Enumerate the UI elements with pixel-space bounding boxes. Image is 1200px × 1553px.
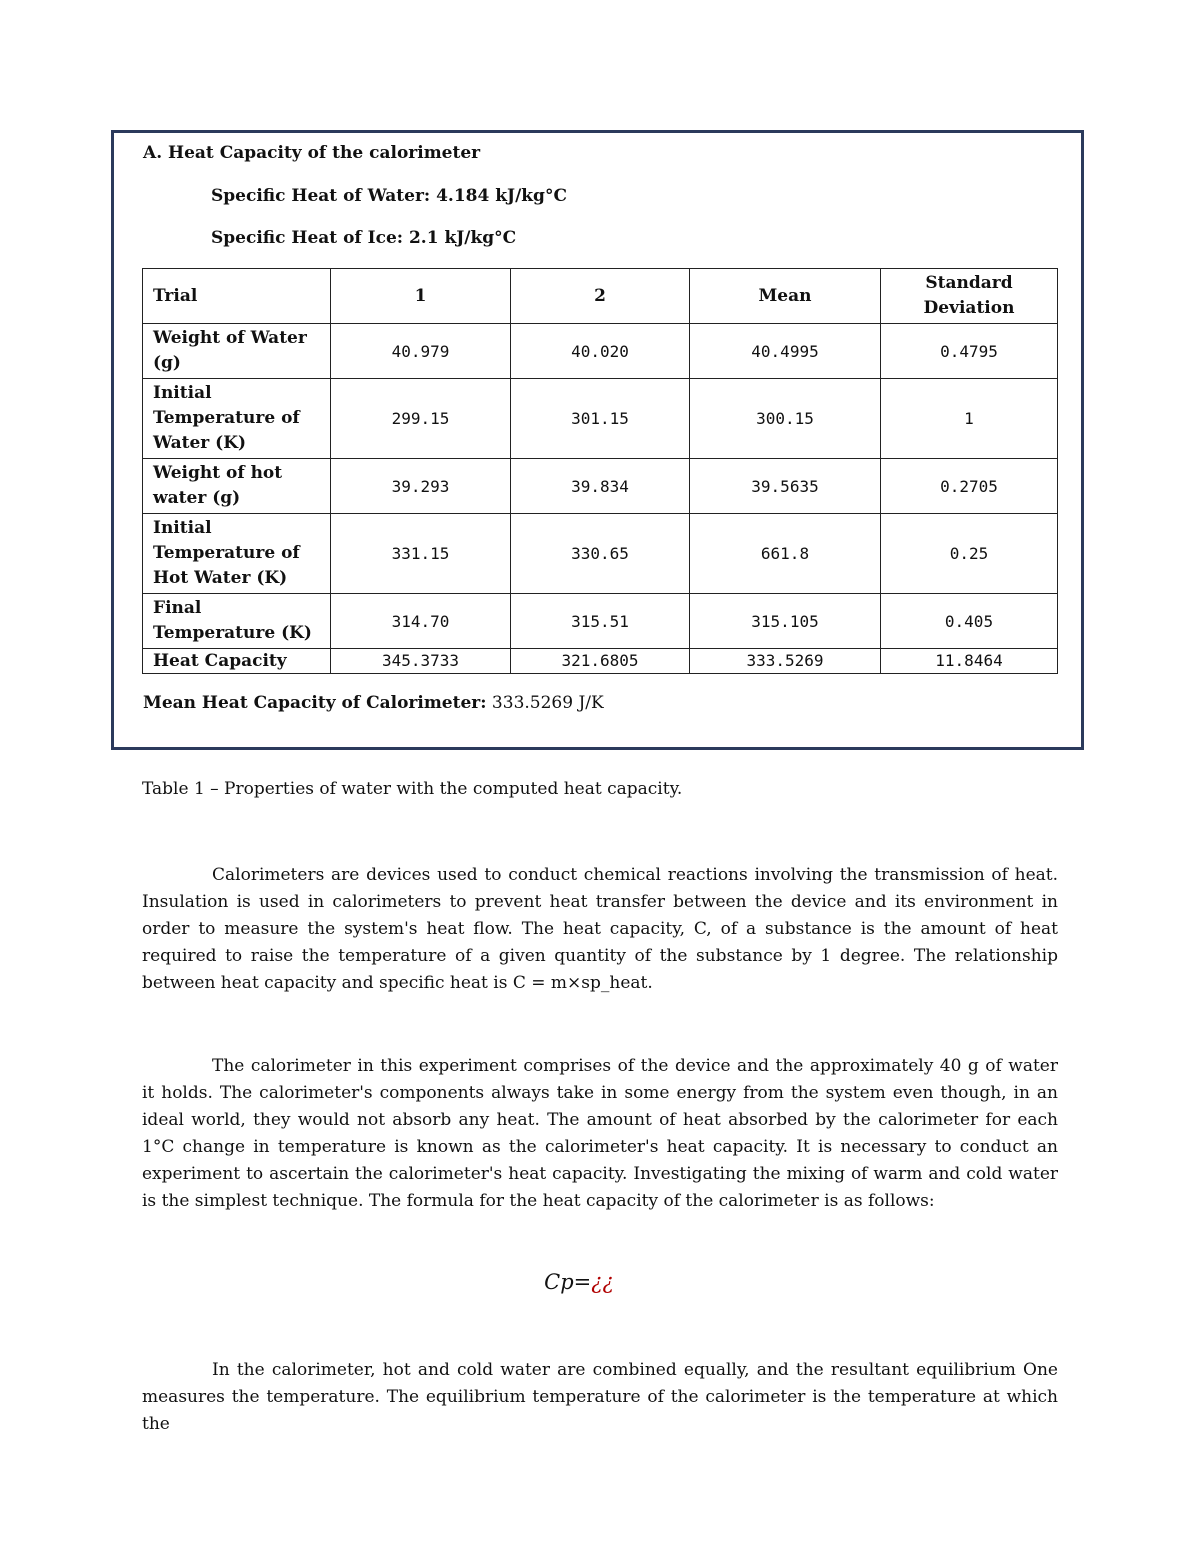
specific-heat-water: Specific Heat of Water: 4.184 kJ/kg°C [211,186,567,206]
section-title: A. Heat Capacity of the calorimeter [143,143,481,163]
cell-trial-1: 345.3733 [331,649,511,674]
cell-mean: 39.5635 [690,459,881,514]
paragraph-text: In the calorimeter, hot and cold water are combined equally, and the resultant equilibrium One measures the temperature. The equilibrium temperature of the calorimeter is the temperature at which the [142,1360,1058,1434]
row-label: Initial Temperature of Water (K) [143,379,331,459]
cell-trial-2: 330.65 [511,514,690,594]
paragraph [142,1357,1058,1438]
header-cell: 1 [331,269,511,324]
cell-trial-2: 39.834 [511,459,690,514]
paragraph [142,862,1058,997]
table-row [143,649,1058,674]
cell-mean: 315.105 [690,594,881,649]
cell-trial-2: 315.51 [511,594,690,649]
row-label: Weight of hot water (g) [143,459,331,514]
formula-lhs: Cp= [544,1270,592,1294]
mean-heat-capacity-label: Mean Heat Capacity of Calorimeter: [143,693,487,713]
cell-sd: 0.25 [881,514,1058,594]
row-label: Initial Temperature of Hot Water (K) [143,514,331,594]
table-row [143,594,1058,649]
table-row [143,379,1058,459]
header-cell: Trial [143,269,331,324]
cell-sd: 1 [881,379,1058,459]
cell-mean: 333.5269 [690,649,881,674]
cell-mean: 661.8 [690,514,881,594]
cell-mean: 300.15 [690,379,881,459]
header-cell: Mean [690,269,881,324]
cell-trial-1: 40.979 [331,324,511,379]
cell-trial-2: 321.6805 [511,649,690,674]
header-cell: 2 [511,269,690,324]
table-caption: Table 1 – Properties of water with the computed heat capacity. [142,779,683,799]
cell-trial-1: 331.15 [331,514,511,594]
specific-heat-ice: Specific Heat of Ice: 2.1 kJ/kg°C [211,228,517,248]
table-row [143,324,1058,379]
cell-sd: 0.2705 [881,459,1058,514]
header-cell: Standard Deviation [881,269,1058,324]
cell-trial-2: 301.15 [511,379,690,459]
cell-sd: 0.405 [881,594,1058,649]
row-label: Final Temperature (K) [143,594,331,649]
paragraph [142,1053,1058,1215]
cell-trial-1: 39.293 [331,459,511,514]
mean-heat-capacity [143,693,604,713]
formula [0,1270,1158,1294]
cell-trial-1: 299.15 [331,379,511,459]
paragraph-text: Calorimeters are devices used to conduct chemical reactions involving the transmission of heat. Insulation is used in calorimeters to prevent heat transfer between the device and its environment in order to measure the system's heat flow. The heat capacity, C, of a substance is the amount of heat required to raise the temperature of a given quantity of the substance by 1 degree. The relationship between heat capacity and specific heat is C = m×sp_heat. [142,865,1058,993]
cell-trial-1: 314.70 [331,594,511,649]
cell-trial-2: 40.020 [511,324,690,379]
cell-mean: 40.4995 [690,324,881,379]
paragraph-text: The calorimeter in this experiment comprises of the device and the approximately 40 g of water it holds. The calorimeter's components always take in some energy from the system even though, in an ideal world, they would not absorb any heat. The amount of heat absorbed by the calorimeter for each 1°C change in temperature is known as the calorimeter's heat capacity. It is necessary to conduct an experiment to ascertain the calorimeter's heat capacity. Investigating the mixing of warm and cold water is the simplest technique. The formula for the heat capacity of the calorimeter is as follows: [142,1056,1058,1211]
cell-sd: 11.8464 [881,649,1058,674]
table-row [143,514,1058,594]
data-table [142,268,1058,674]
table-header-row [143,269,1058,324]
row-label: Heat Capacity [143,649,331,674]
formula-rhs: ¿¿ [591,1270,614,1294]
row-label: Weight of Water (g) [143,324,331,379]
table-row [143,459,1058,514]
mean-heat-capacity-value: 333.5269 J/K [486,693,604,713]
cell-sd: 0.4795 [881,324,1058,379]
